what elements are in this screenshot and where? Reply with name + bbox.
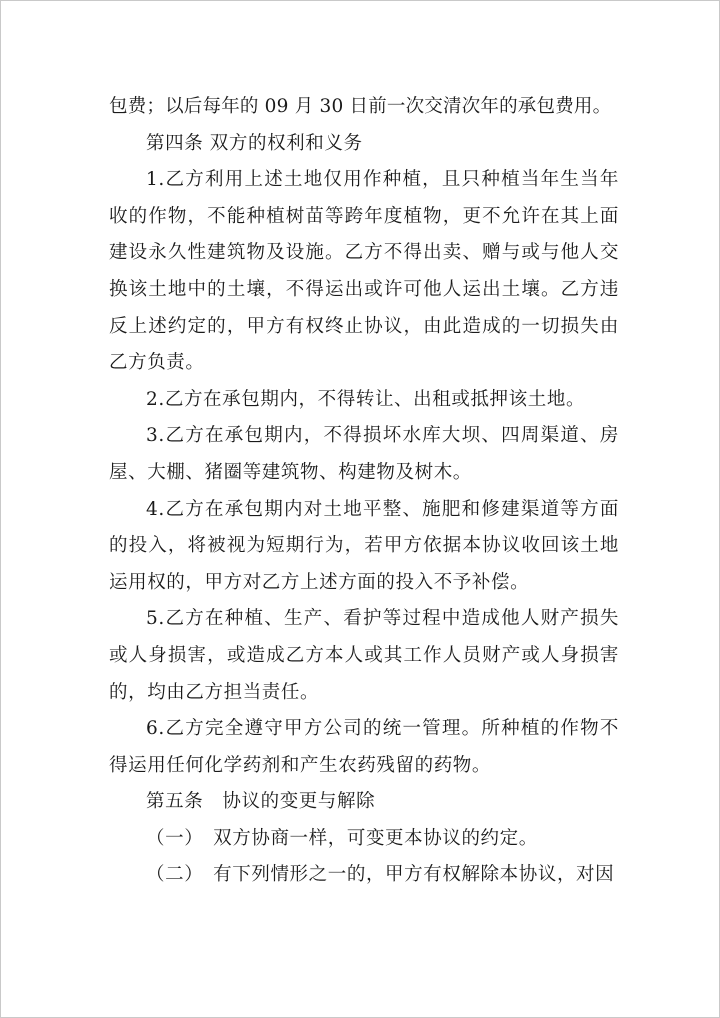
article-four-item-4: 4.乙方在承包期内对土地平整、施肥和修建渠道等方面的投入，将被视为短期行为，若甲方依据本协议收回该土地运用权的，甲方对乙方上述方面的投入不予补偿。	[109, 498, 619, 593]
article-four-heading: 第四条 双方的权利和义务	[146, 132, 363, 154]
paragraph-fee-continuation: 包费；以后每年的 09 月 30 日前一次交清次年的承包费用。	[109, 96, 612, 117]
article-five-clause-2: （二） 有下列情形之一的，甲方有权解除本协议，对因	[146, 864, 615, 886]
article-five-clause-1: （一） 双方协商一样，可变更本协议的约定。	[146, 827, 538, 849]
document-body	[109, 89, 619, 894]
article-four-item-2: 2.乙方在承包期内，不得转让、出租或抵押该土地。	[146, 388, 586, 410]
article-four-item-6: 6.乙方完全遵守甲方公司的统一管理。所种植的作物不得运用任何化学药剂和产生农药残留的药物。	[109, 718, 619, 776]
article-four-item-5: 5.乙方在种植、生产、看护等过程中造成他人财产损失或人身损害，或造成乙方本人或其工作人员财产或人身损害的，均由乙方担当责任。	[109, 608, 619, 703]
article-four-item-1: 1.乙方利用上述土地仅用作种植，且只种植当年生当年收的作物，不能种植树苗等跨年度植物，更不允许在其上面建设永久性建筑物及设施。乙方不得出卖、赠与或与他人交换该土地中的土壤，不得运出或许可他人运出土壤。乙方违反上述约定的，甲方有权终止协议，由此造成的一切损失由乙方负责。	[109, 169, 619, 374]
article-five-heading: 第五条 协议的变更与解除	[146, 791, 376, 813]
article-four-item-3: 3.乙方在承包期内，不得损坏水库大坝、四周渠道、房屋、大棚、猪圈等建筑物、构建物及树木。	[109, 425, 619, 483]
